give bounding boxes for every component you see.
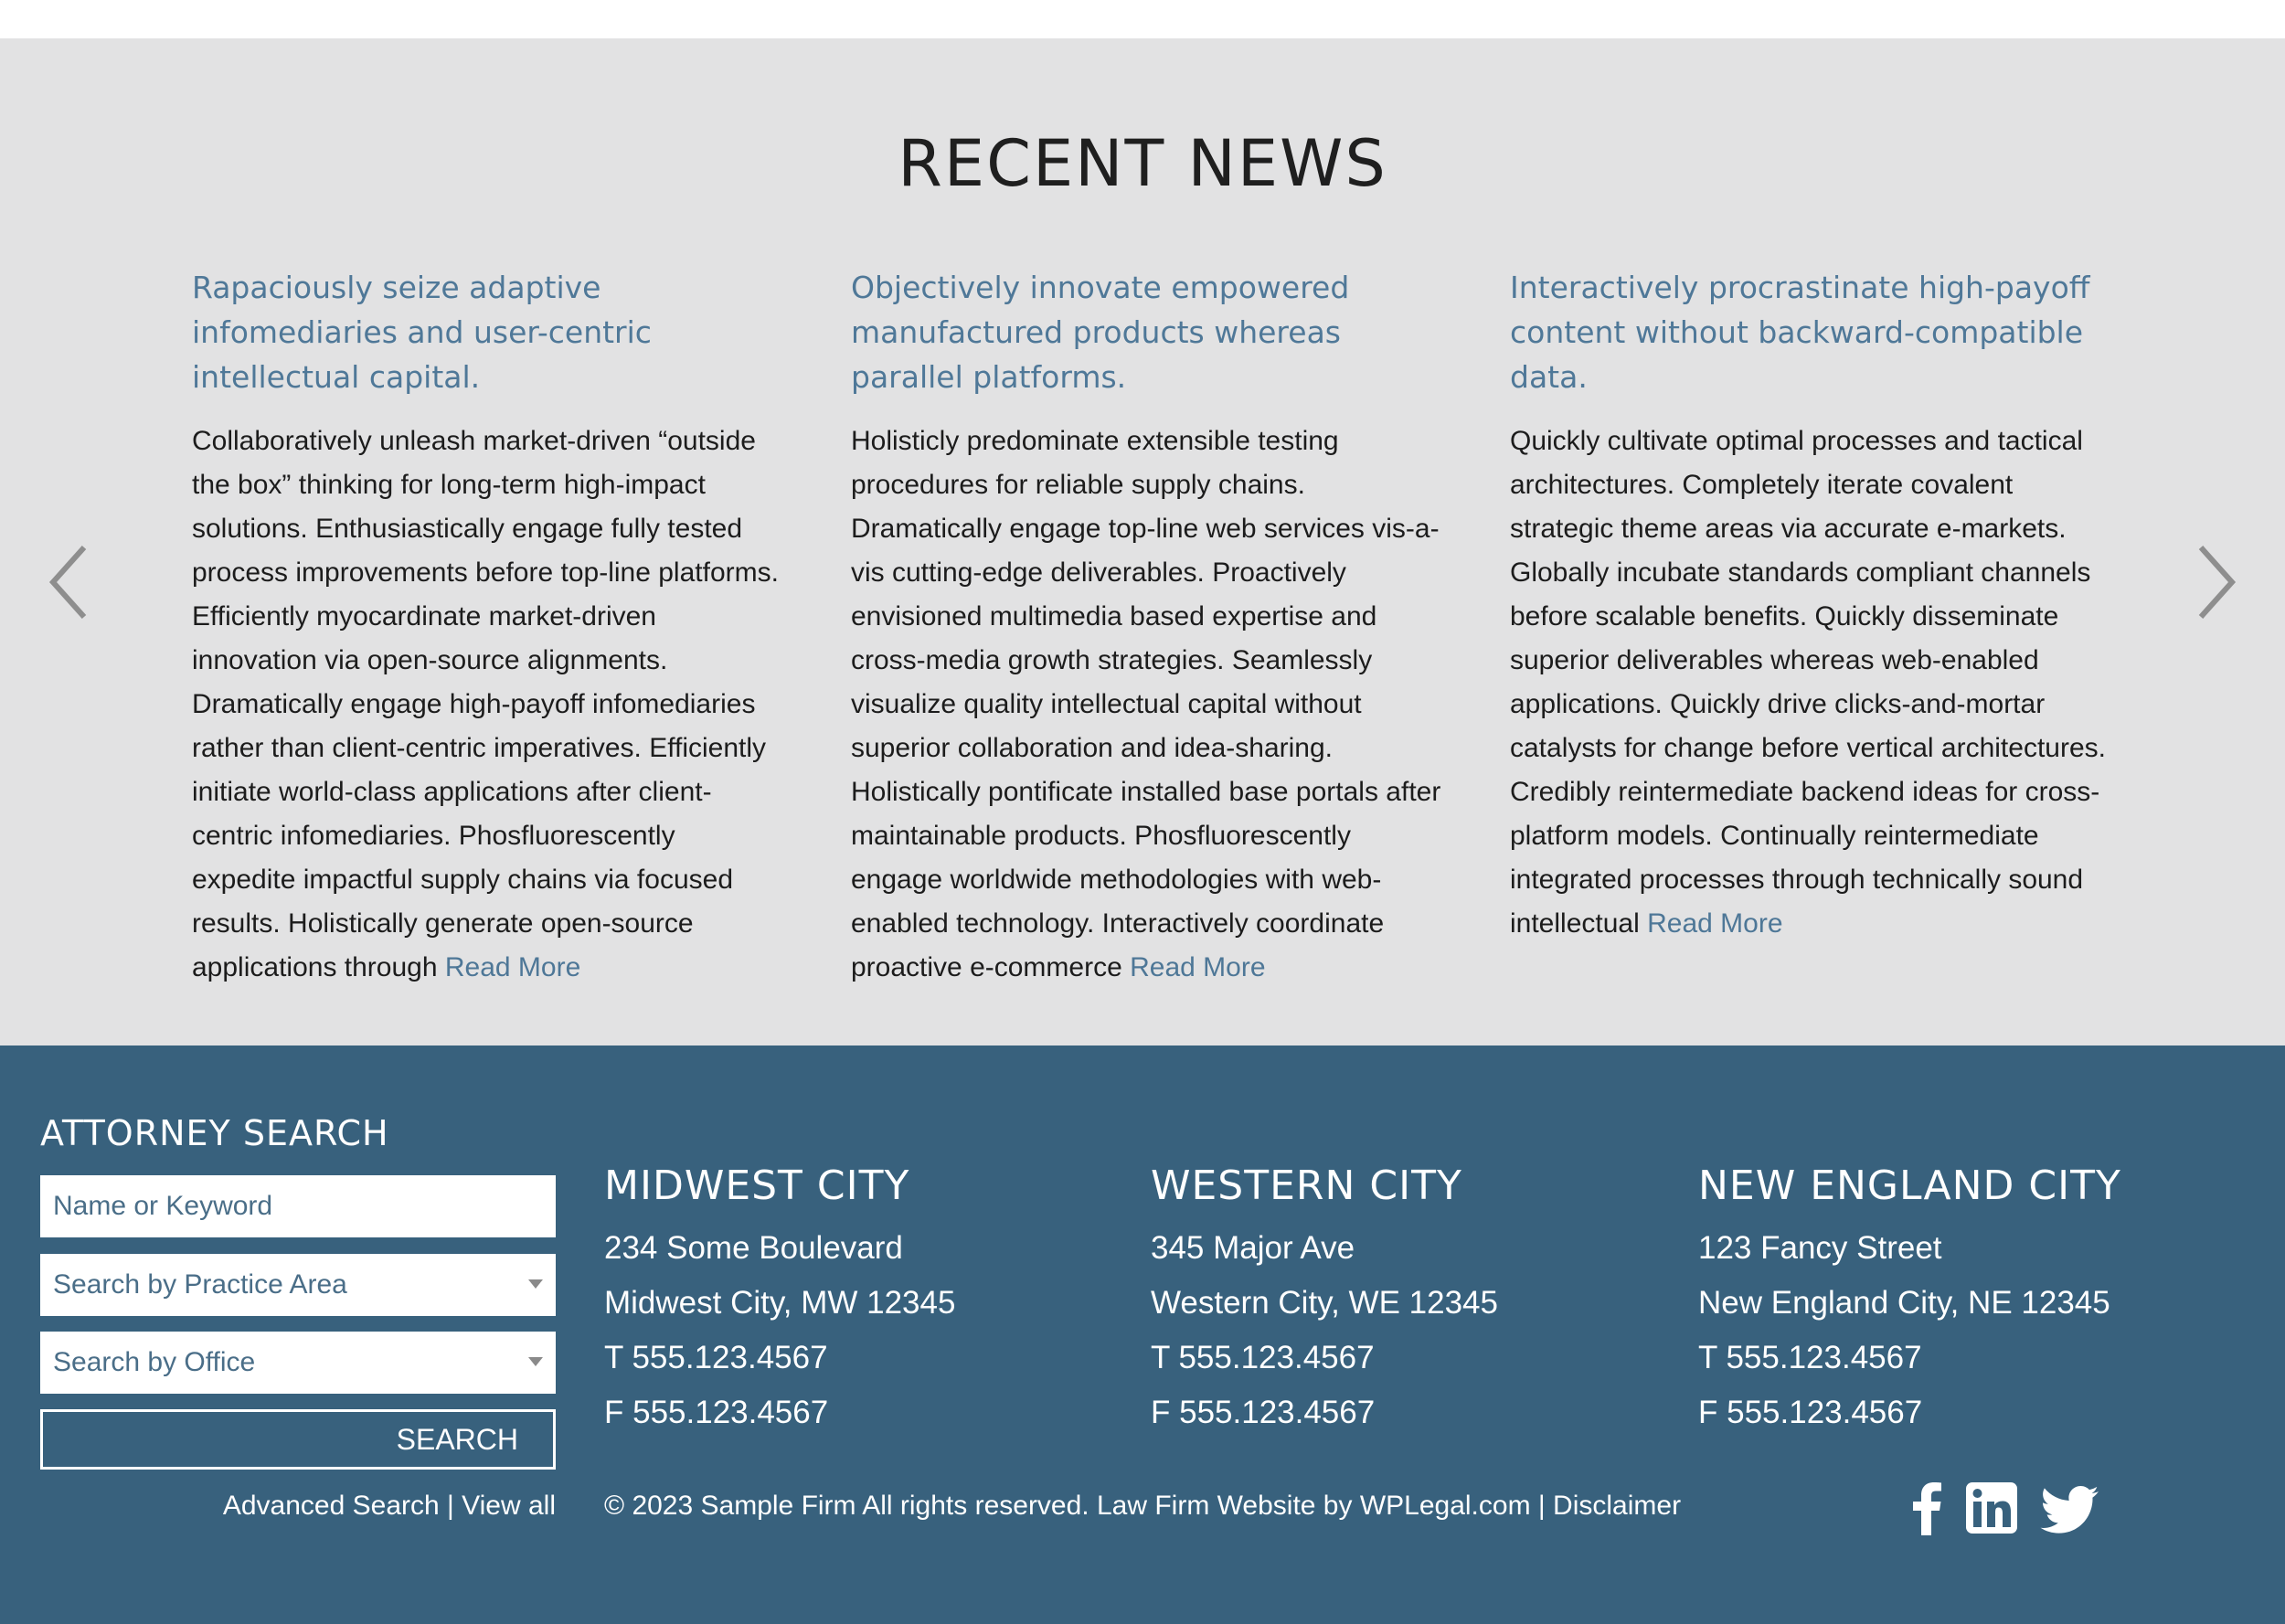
search-button[interactable]: SEARCH: [40, 1409, 556, 1470]
copyright-text[interactable]: © 2023 Sample Firm All rights reserved. Law Firm Website by WPLegal.com: [604, 1491, 1531, 1521]
top-strip: [0, 0, 2285, 38]
news-article: [192, 265, 786, 990]
copyright-separator: |: [1530, 1491, 1554, 1521]
news-article: [1510, 265, 2113, 946]
article-title-link[interactable]: Interactively procrastinate high-payoff content without backward-compatible data.: [1510, 270, 2090, 395]
news-article: [851, 265, 1445, 990]
office-select[interactable]: [40, 1332, 556, 1394]
office-value[interactable]: Search by Office: [53, 1347, 256, 1377]
office-phone[interactable]: T 555.123.4567: [1698, 1340, 1922, 1375]
office-fax: F 555.123.4567: [1698, 1395, 1923, 1430]
copyright-line: [604, 1488, 1681, 1524]
office-fax: F 555.123.4567: [1151, 1395, 1376, 1430]
article-excerpt: [1510, 419, 2113, 946]
practice-area-value[interactable]: Search by Practice Area: [53, 1269, 347, 1300]
article-excerpt: [851, 419, 1445, 990]
office-western: [1151, 1159, 1663, 1440]
article-excerpt: [192, 419, 786, 990]
read-more-link[interactable]: Read More: [444, 952, 581, 982]
read-more-link[interactable]: Read More: [1647, 908, 1783, 939]
name-keyword-field[interactable]: [40, 1175, 556, 1237]
article-body: Holisticly predominate extensible testing procedures for reliable supply chains. Dramatically engage top-line web services vis-a-vis cutting-edge deliverables. Proactively envisioned multimedia based expertise and cross-media growth strategies. Seamlessly visualize quality intellectual capital without superior collaboration and idea-sharing. Holistically pontificate installed base portals after maintainable products. Phosfluorescently engage worldwide methodologies with web-enabled technology. Interactively coordinate proactive e-commerce: [851, 426, 1441, 982]
article-body: Collaboratively unleash market-driven “outside the box” thinking for long-term high-impact solutions. Enthusiastically engage fully tested process improvements before top-line platforms. Efficiently myocardinate market-driven innovation via open-source alignments. Dramatically engage high-payoff infomediaries rather than client-centric imperatives. Efficiently initiate world-class applications after client-centric infomediaries. Phosfluorescently expedite impactful supply chains via focused results. Holistically generate open-source applications through: [192, 426, 779, 982]
chevron-left-icon[interactable]: [44, 536, 99, 628]
linkedin-icon[interactable]: [1965, 1481, 2018, 1535]
article-body: Quickly cultivate optimal processes and tactical architectures. Completely iterate covalent strategic theme areas via accurate e-markets. Globally incubate standards compliant channels before scalable benefits. Quickly disseminate superior deliverables whereas web-enabled applications. Quickly drive clicks-and-mortar catalysts for change before vertical architectures. Credibly reintermediate backend ideas for cross-platform models. Continually reintermediate integrated processes through technically sound intellectual: [1510, 426, 2106, 939]
article-title-link[interactable]: Objectively innovate empowered manufactured products whereas parallel platforms.: [851, 270, 1350, 395]
office-citystate: Midwest City, MW 12345: [604, 1285, 956, 1321]
chevron-right-icon[interactable]: [2186, 536, 2241, 628]
office-city: MIDWEST CITY: [604, 1162, 910, 1209]
twitter-icon[interactable]: [2040, 1481, 2100, 1535]
read-more-link[interactable]: Read More: [1130, 952, 1266, 982]
link-separator: |: [439, 1491, 462, 1521]
office-fax: F 555.123.4567: [604, 1395, 829, 1430]
office-city: NEW ENGLAND CITY: [1698, 1162, 2121, 1209]
search-links: [40, 1488, 556, 1524]
section-title: RECENT NEWS: [898, 126, 1387, 201]
article-title-link[interactable]: Rapaciously seize adaptive infomediaries and user-centric intellectual capital.: [192, 270, 652, 395]
attorney-search-title: ATTORNEY SEARCH: [40, 1113, 389, 1153]
practice-area-select[interactable]: [40, 1254, 556, 1316]
facebook-icon[interactable]: [1910, 1481, 1943, 1535]
site-footer: [0, 1046, 2285, 1624]
office-citystate: New England City, NE 12345: [1698, 1285, 2110, 1321]
office-citystate: Western City, WE 12345: [1151, 1285, 1498, 1321]
office-phone[interactable]: T 555.123.4567: [604, 1340, 828, 1375]
office-phone[interactable]: T 555.123.4567: [1151, 1340, 1375, 1375]
office-new-england: [1698, 1159, 2210, 1440]
disclaimer-link[interactable]: Disclaimer: [1553, 1491, 1682, 1521]
office-city: WESTERN CITY: [1151, 1162, 1462, 1209]
caret-down-icon: [528, 1357, 543, 1366]
caret-down-icon: [528, 1279, 543, 1289]
office-street: 123 Fancy Street: [1698, 1230, 1942, 1266]
office-street: 234 Some Boulevard: [604, 1230, 903, 1266]
name-keyword-input[interactable]: [40, 1175, 556, 1237]
view-all-link[interactable]: View all: [462, 1491, 556, 1521]
office-midwest: [604, 1159, 1116, 1440]
advanced-search-link[interactable]: Advanced Search: [222, 1491, 440, 1521]
office-street: 345 Major Ave: [1151, 1230, 1355, 1266]
recent-news-section: [0, 38, 2285, 1046]
